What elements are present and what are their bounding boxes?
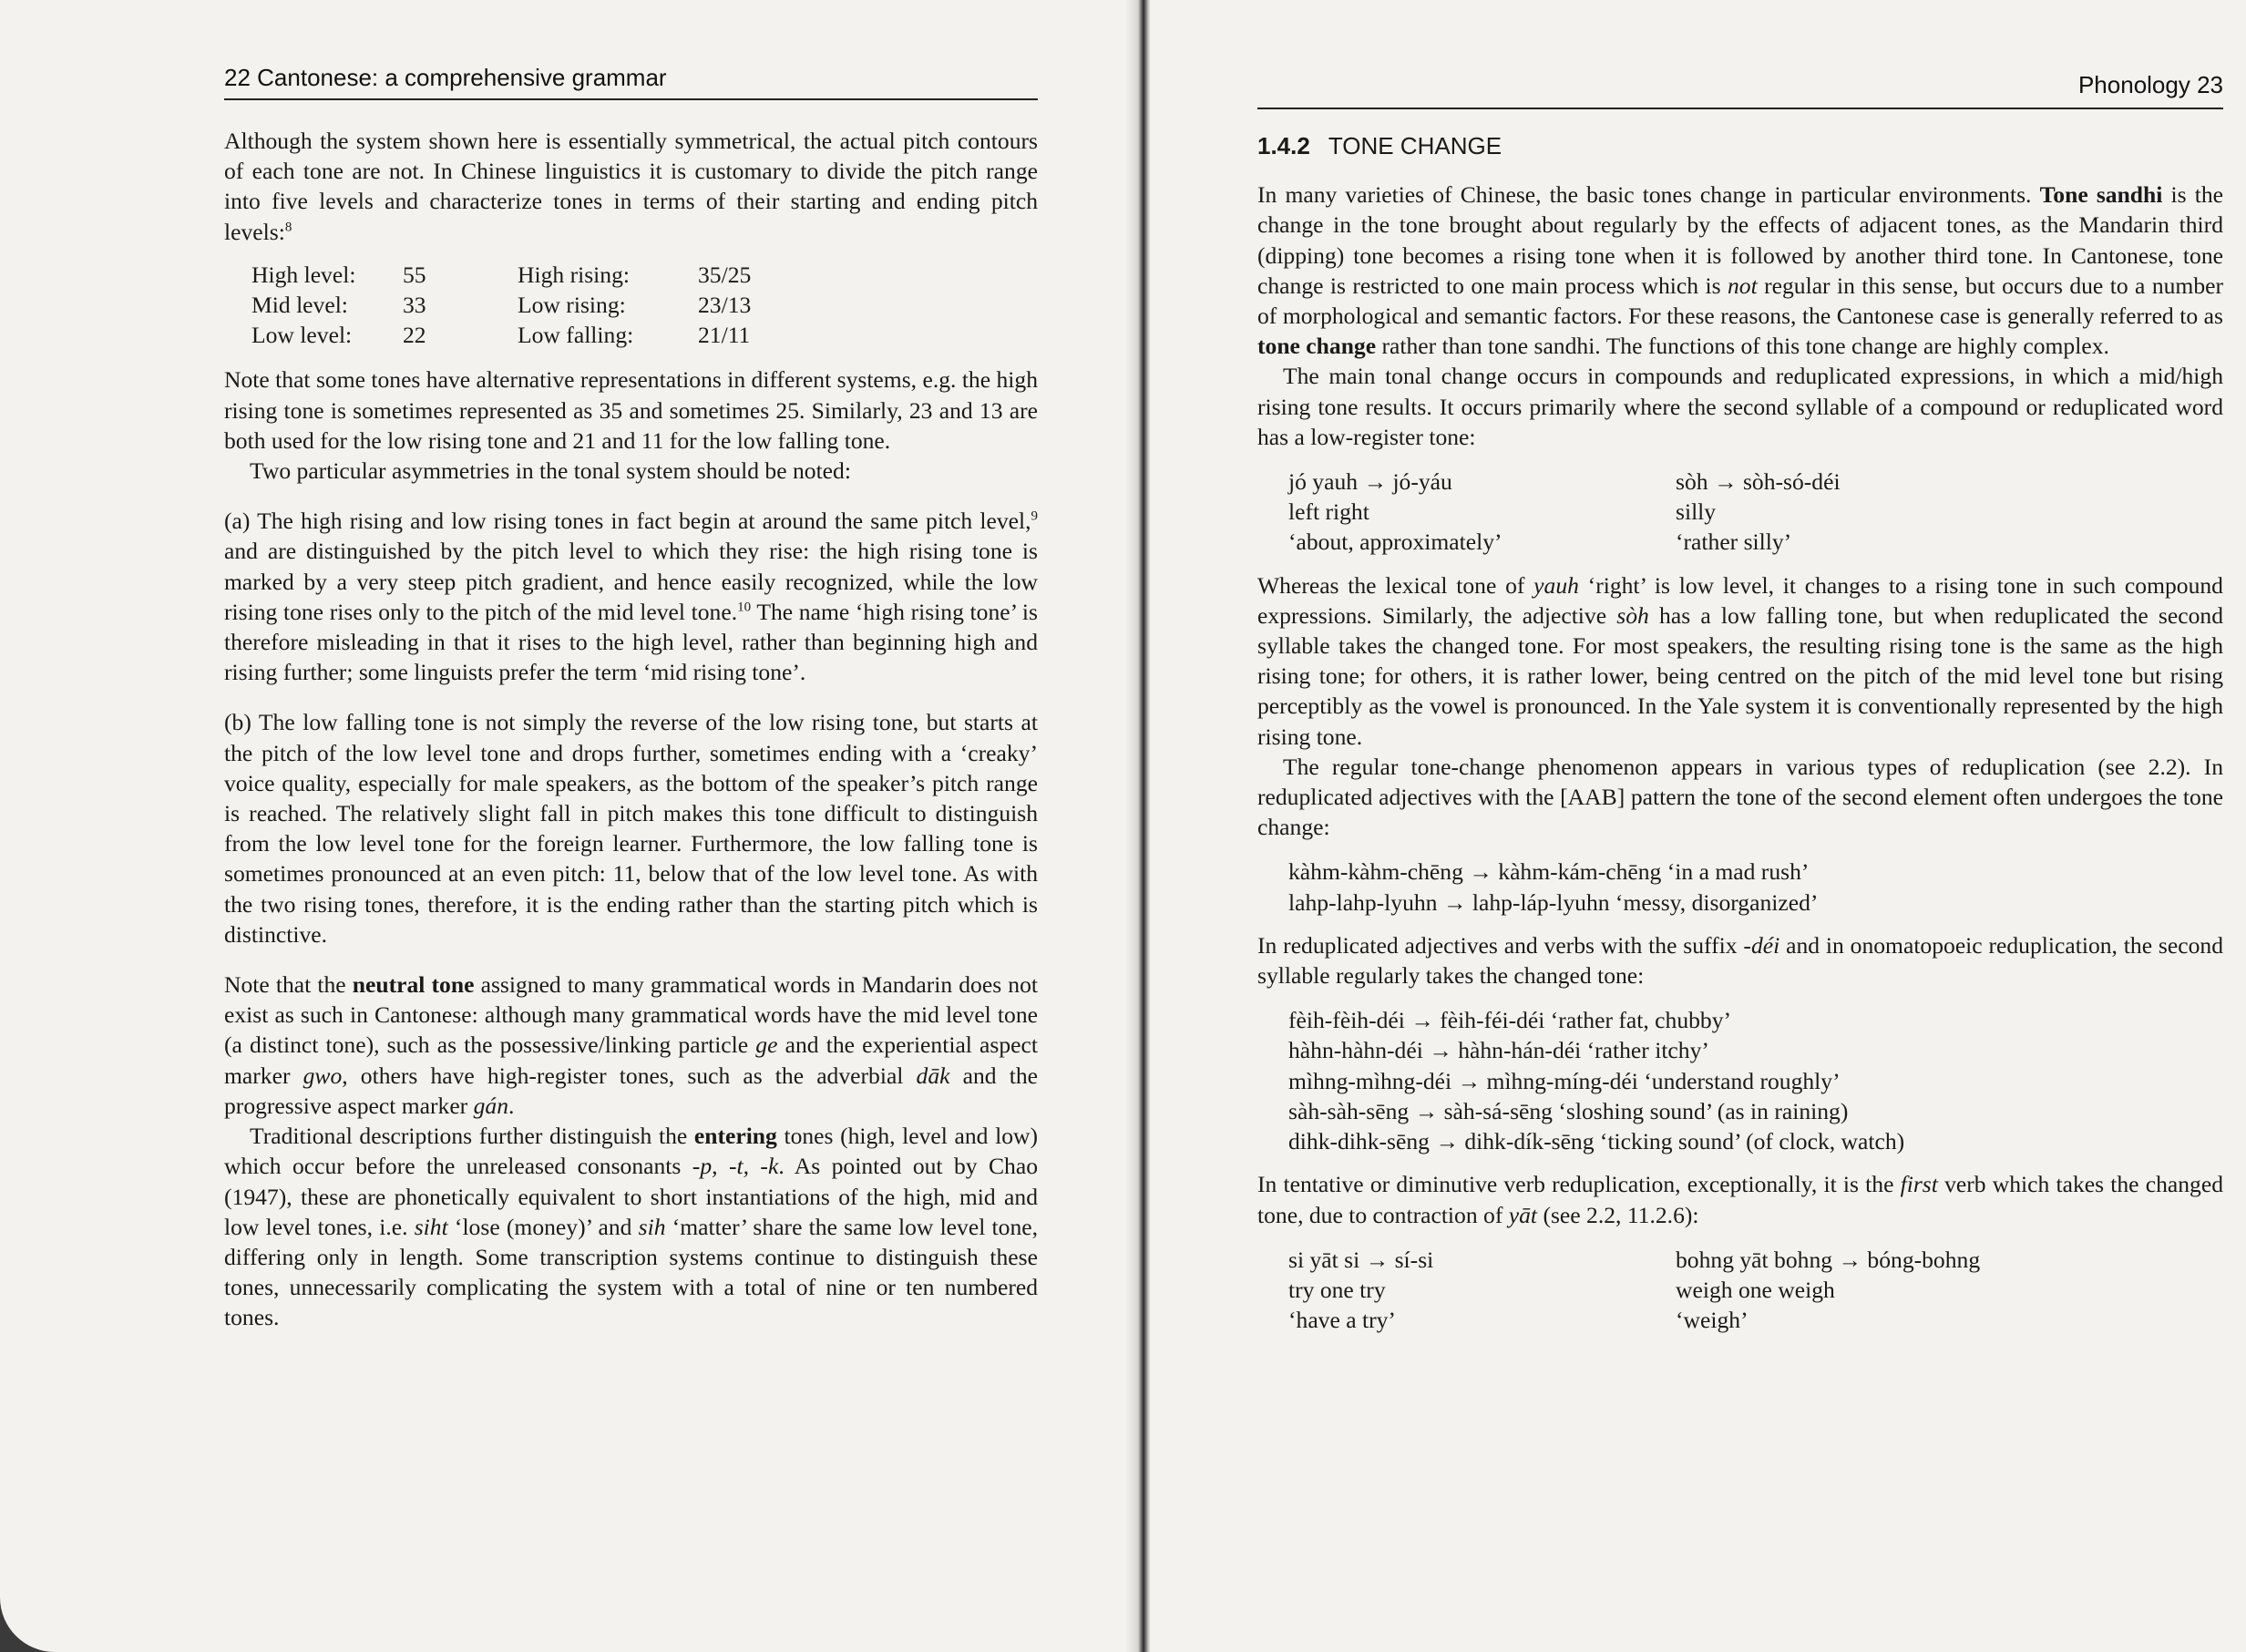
term-tone-sandhi: Tone sandhi xyxy=(2039,181,2163,209)
example-line: fèih-fèih-déi → fèih-féi-déi ‘rather fat, chubby’ xyxy=(1288,1007,1732,1034)
right-page-body xyxy=(1257,131,2223,1348)
right-page xyxy=(1150,0,2246,1652)
example-cell: left right xyxy=(1288,498,1369,526)
footnote-ref: 10 xyxy=(737,600,752,615)
tone-value: 33 xyxy=(403,292,426,319)
tone-name: Mid level: xyxy=(251,292,348,319)
tone-name: High level: xyxy=(251,261,356,288)
asymmetry-paragraph: Two particular asymmetries in the tonal system should be noted: xyxy=(250,457,851,485)
section-title: TONE CHANGE xyxy=(1328,132,1502,159)
text-run: In many varieties of Chinese, the basic tones change in particular environments. xyxy=(1257,181,2040,209)
text-run: . xyxy=(508,1092,515,1119)
example-line: mìhng-mìhng-déi → mìhng-míng-déi ‘understand roughly’ xyxy=(1288,1067,1841,1094)
tone-sandhi-paragraph xyxy=(1257,180,2223,361)
term-not: not xyxy=(1727,272,1758,299)
left-page-body xyxy=(224,126,1038,1333)
text-run: Whereas the lexical tone of xyxy=(1257,571,1534,599)
entering-tones-paragraph xyxy=(224,1121,1038,1332)
lexical-tone-paragraph xyxy=(1257,570,2223,752)
point-a-text: The name ‘high rising tone’ is therefore misleading in that it rises to the high level, rather than beginning high and rising further; some linguists prefer the term ‘mid rising tone’. xyxy=(224,598,1038,686)
text-run: In reduplicated adjectives and verbs with the suffix xyxy=(1257,931,1744,959)
term-yat: yāt xyxy=(1508,1201,1538,1228)
example-aab xyxy=(1288,857,2223,917)
text-run: . As pointed out by Chao (1947), these are phonetically equivalent to short instantiations of the high, mid and low level tones, i.e. xyxy=(224,1153,1039,1240)
reduplication-paragraph: The regular tone-change phenomenon appears in various types of reduplication (see 2.2). In reduplicated adjectives with the [AAB] pattern the tone of the second element often undergoes the tone change: xyxy=(1257,753,2223,841)
header-rule-left xyxy=(224,98,1038,100)
text-run: and the experiential aspect marker xyxy=(224,1031,1038,1089)
example-cell: try one try xyxy=(1288,1276,1386,1303)
text-run: Note that the xyxy=(224,971,353,999)
point-a-paragraph xyxy=(224,506,1038,687)
example-cell: ‘rather silly’ xyxy=(1676,528,1792,556)
term-yauh: yauh xyxy=(1533,571,1579,599)
term-first: first xyxy=(1900,1171,1938,1198)
tone-name: High rising: xyxy=(518,261,630,288)
example-cell: bohng yāt bohng → bóng-bohng xyxy=(1676,1246,1981,1273)
text-run: (see 2.2, 11.2.6): xyxy=(1537,1201,1699,1228)
running-head-left: 22 Cantonese: a comprehensive grammar xyxy=(224,64,667,91)
footnote-ref: 9 xyxy=(1031,508,1038,524)
section-heading xyxy=(1257,131,2223,161)
suffix-paragraph xyxy=(1257,930,2223,990)
term-tone-change: tone change xyxy=(1257,333,1377,360)
text-run: tones (high, level and low) which occur before the unreleased consonants xyxy=(224,1123,1039,1180)
example-onomatopoeic xyxy=(1288,1005,2223,1156)
text-run: assigned to many grammatical words in Mandarin does not exist as such in Cantonese: although many grammatical words have the mid level tone (a distinct tone), such as the possessive/linking particle xyxy=(224,971,1038,1059)
text-run: ‘right’ is low level, it changes to a rising tone in such compound expressions. Similarly, the adjective xyxy=(1257,571,2223,629)
tone-name: Low falling: xyxy=(518,322,634,349)
text-run: In tentative or diminutive verb reduplication, exceptionally, it is the xyxy=(1257,1171,1901,1198)
tone-table xyxy=(251,260,1038,351)
example-cell: ‘about, approximately’ xyxy=(1288,528,1502,556)
tone-name: Low level: xyxy=(251,322,353,349)
header-rule-right xyxy=(1257,108,2223,109)
footnote-ref: 8 xyxy=(284,220,292,235)
section-number: 1.4.2 xyxy=(1257,132,1310,159)
example-cell: si yāt si → sí-si xyxy=(1288,1246,1434,1273)
tone-value: 35/25 xyxy=(698,261,752,288)
text-run: has a low falling tone, but when reduplicated the second syllable takes the changed tone. For most speakers, the resulting rising tone is the same as the high rising tone; for others, it is rather lower, being centred on the pitch of the mid level tone but rising perceptibly as the vowel is pronounced. In the Yale system it is conventionally represented by the high rising tone. xyxy=(1257,601,2223,750)
compounds-paragraph: The main tonal change occurs in compounds and reduplicated expressions, in which a mid/high rising tone results. It occurs primarily where the second syllable of a compound or reduplicated word has a low-register tone: xyxy=(1257,363,2223,450)
tone-value: 22 xyxy=(403,322,426,349)
point-a-text: and are distinguished by the pitch level to which they rise: the high rising tone is marked by a very steep pitch gradient, and hence easily recognized, while the low rising tone rises only to the pitch of the mid level tone. xyxy=(224,538,1038,625)
example-cell: weigh one weigh xyxy=(1676,1276,1835,1303)
example-line: lahp-lahp-lyuhn → lahp-láp-lyuhn ‘messy, disorganized’ xyxy=(1288,888,1819,916)
term-ge: ge xyxy=(755,1031,778,1059)
example-compounds xyxy=(1288,467,2223,558)
example-cell: ‘weigh’ xyxy=(1676,1307,1749,1334)
term-entering: entering xyxy=(693,1123,777,1150)
term-dei: -déi xyxy=(1743,931,1780,959)
term-consonants: -p, -t, -k xyxy=(692,1153,779,1180)
text-run: regular in this sense, but occurs due to a number of morphological and semantic factors. For these reasons, the Cantonese case is generally referred to as xyxy=(1257,272,2223,330)
text-run: Traditional descriptions further distinguish the xyxy=(250,1123,694,1150)
tone-value: 55 xyxy=(403,261,426,288)
intro-text: Although the system shown here is essentially symmetrical, the actual pitch contours of each tone are not. In Chinese linguistics it is customary to divide the pitch range into five levels and characterize tones in terms of their starting and ending pitch levels: xyxy=(224,128,1038,245)
text-run: , others have high-register tones, such as the adverbial xyxy=(342,1062,917,1089)
text-run: ‘lose (money)’ and xyxy=(447,1213,639,1240)
example-cell: jó yauh → jó-yáu xyxy=(1288,468,1452,496)
text-run: rather than tone sandhi. The functions of this tone change are highly complex. xyxy=(1376,333,2109,360)
tone-value: 21/11 xyxy=(698,322,751,349)
neutral-tone-paragraph xyxy=(224,970,1038,1121)
text-run: is the change in the tone brought about regularly by the effects of adjacent tones, as the Mandarin third (dipping) tone becomes a rising tone when it is followed by another third tone. In Cantonese, tone change is restricted to one main process which is xyxy=(1257,181,2223,299)
example-cell: sòh → sòh-só-déi xyxy=(1676,468,1841,496)
term-sih: sih xyxy=(638,1213,666,1240)
point-b-paragraph: (b) The low falling tone is not simply the reverse of the low rising tone, but starts at the pitch of the low level tone and drops further, sometimes ending with a ‘creaky’ voice quality, especially for male speakers, as the bottom of the speaker’s pitch range is reached. The relatively slight fall in pitch makes this tone difficult to distinguish from the low level tone for the foreign learner. Furthermore, the low falling tone is sometimes pronounced at an even pitch: 11, below that of the low level tone. As with the two rising tones, therefore, it is the ending rather than the starting pitch which is distinctive. xyxy=(224,709,1038,948)
tone-name: Low rising: xyxy=(518,292,626,319)
text-run: verb which takes the changed tone, due to contraction of xyxy=(1257,1171,2223,1228)
text-run: and in onomatopoeic reduplication, the second syllable regularly takes the changed tone: xyxy=(1257,931,2223,990)
note-paragraph: Note that some tones have alternative representations in different systems, e.g. the high rising tone is sometimes represented as 35 and sometimes 25. Similarly, 23 and 13 are both used for the low rising tone and 21 and 11 for the low falling tone. xyxy=(224,366,1038,454)
example-line: dihk-dihk-sēng → dihk-dík-sēng ‘ticking sound’ (of clock, watch) xyxy=(1288,1128,1905,1155)
term-gwo: gwo xyxy=(303,1062,343,1089)
term-gan: gán xyxy=(473,1092,508,1119)
example-line: sàh-sàh-sēng → sàh-sá-sēng ‘sloshing sound’ (as in raining) xyxy=(1288,1097,1849,1124)
example-cell: silly xyxy=(1676,498,1717,526)
term-dak: dāk xyxy=(916,1062,950,1089)
text-run: and the progressive aspect marker xyxy=(224,1062,1038,1119)
term-neutral-tone: neutral tone xyxy=(352,971,475,999)
running-head-right: Phonology 23 xyxy=(2077,71,2223,98)
term-soh: sòh xyxy=(1616,601,1649,629)
example-tentative xyxy=(1288,1245,2223,1336)
intro-paragraph xyxy=(224,126,1038,247)
tentative-paragraph xyxy=(1257,1169,2223,1229)
example-cell: ‘have a try’ xyxy=(1288,1307,1396,1334)
example-line: kàhm-kàhm-chēng → kàhm-kám-chēng ‘in a mad rush’ xyxy=(1288,858,1810,886)
point-a-text: (a) The high rising and low rising tones in fact begin at around the same pitch level, xyxy=(224,508,1031,535)
tone-value: 23/13 xyxy=(698,292,752,319)
term-siht: siht xyxy=(414,1213,448,1240)
text-run: ‘matter’ share the same low level tone, differing only in length. Some transcription systems continue to distinguish these tones, unnecessarily complicating the system with a total of nine or ten numbered tones. xyxy=(224,1213,1038,1331)
example-line: hàhn-hàhn-déi → hàhn-hán-déi ‘rather itchy’ xyxy=(1288,1037,1709,1064)
